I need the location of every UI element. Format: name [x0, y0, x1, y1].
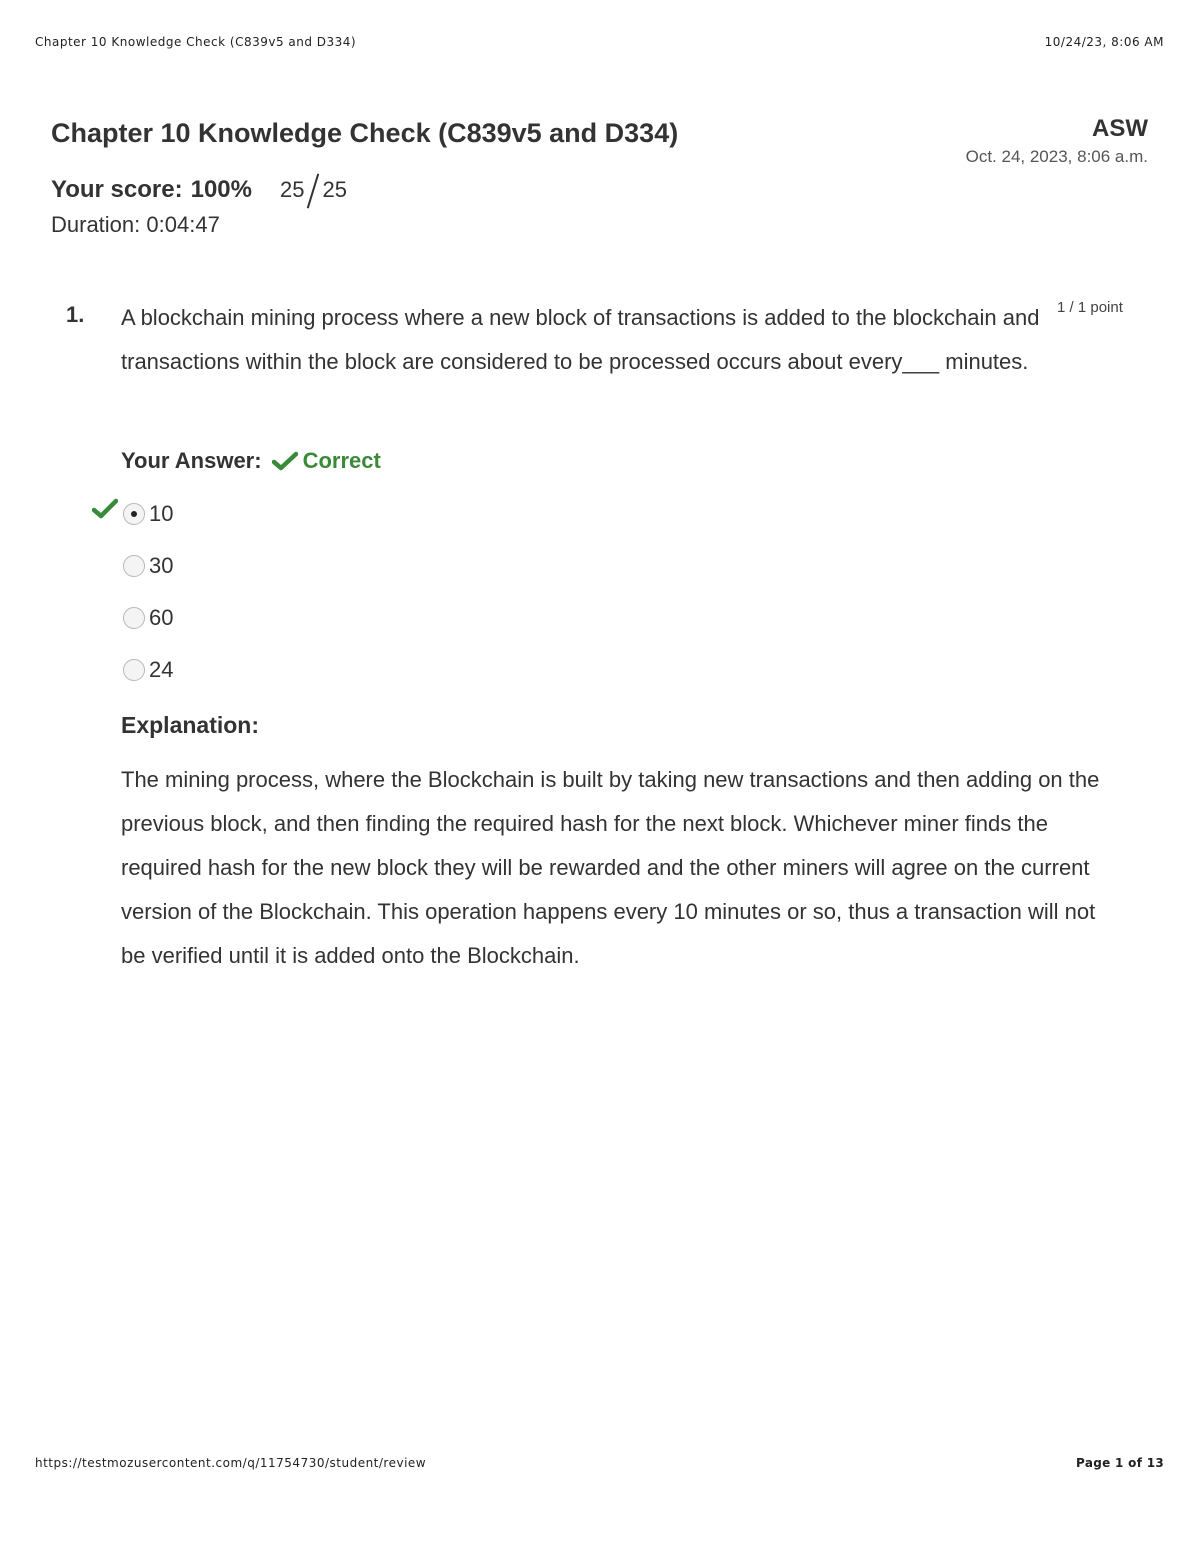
option-label: 60	[149, 605, 174, 630]
user-block	[966, 115, 1148, 167]
option-label: 30	[149, 553, 174, 578]
your-answer-line	[121, 448, 381, 474]
question-points: 1 / 1 point	[1057, 299, 1123, 316]
print-footer	[35, 1456, 1164, 1470]
print-doc-title: Chapter 10 Knowledge Check (C839v5 and D334)	[35, 35, 357, 49]
duration	[51, 212, 220, 238]
answer-option[interactable]	[123, 496, 173, 532]
explanation-text: The mining process, where the Blockchain is built by taking new transactions and then adding on the previous block, and then finding the required hash for the next block. Whichever miner finds the required hash for the new block they will be rewarded and the other miners will agree on the current version of the Blockchain. This operation happens every 10 minutes or so, thus a transaction will not be verified until it is added onto the Blockchain.	[121, 767, 1100, 968]
quiz-title: Chapter 10 Knowledge Check (C839v5 and D334)	[51, 118, 679, 148]
submitted-date: Oct. 24, 2023, 8:06 a.m.	[965, 147, 1148, 166]
print-datetime: 10/24/23, 8:06 AM	[1044, 35, 1164, 49]
radio-button[interactable]	[123, 555, 145, 577]
question-number: 1.	[66, 302, 85, 327]
fraction-slash	[306, 173, 320, 207]
score-fraction	[280, 173, 347, 207]
duration-value: 0:04:47	[146, 212, 220, 237]
page-number: Page 1 of 13	[1076, 1456, 1164, 1470]
user-initials: ASW	[1092, 115, 1148, 142]
print-header	[35, 35, 1164, 49]
score-total: 25	[322, 177, 347, 202]
explanation-heading: Explanation:	[121, 712, 260, 738]
score-earned: 25	[279, 177, 305, 202]
score-line	[51, 173, 347, 207]
option-label: 24	[149, 657, 174, 682]
score-label: Your score:	[51, 176, 183, 203]
your-answer-label: Your Answer:	[121, 448, 262, 473]
answer-option[interactable]	[123, 548, 173, 584]
print-url[interactable]: https://testmozusercontent.com/q/11754730/student/review	[35, 1456, 427, 1470]
check-icon	[92, 498, 118, 525]
answer-option[interactable]	[123, 652, 173, 688]
check-icon	[272, 451, 298, 471]
answer-status: Correct	[302, 448, 381, 473]
radio-button-selected[interactable]	[123, 503, 145, 525]
answer-option[interactable]	[123, 600, 173, 636]
radio-button[interactable]	[123, 659, 145, 681]
option-label: 10	[149, 501, 174, 526]
score-percent: 100%	[190, 176, 252, 203]
question-text: A blockchain mining process where a new block of transactions is added to the blockchain and transactions within the block are considered to be processed occurs about every___ minutes.	[121, 305, 1040, 374]
duration-label: Duration:	[51, 212, 141, 237]
radio-button[interactable]	[123, 607, 145, 629]
